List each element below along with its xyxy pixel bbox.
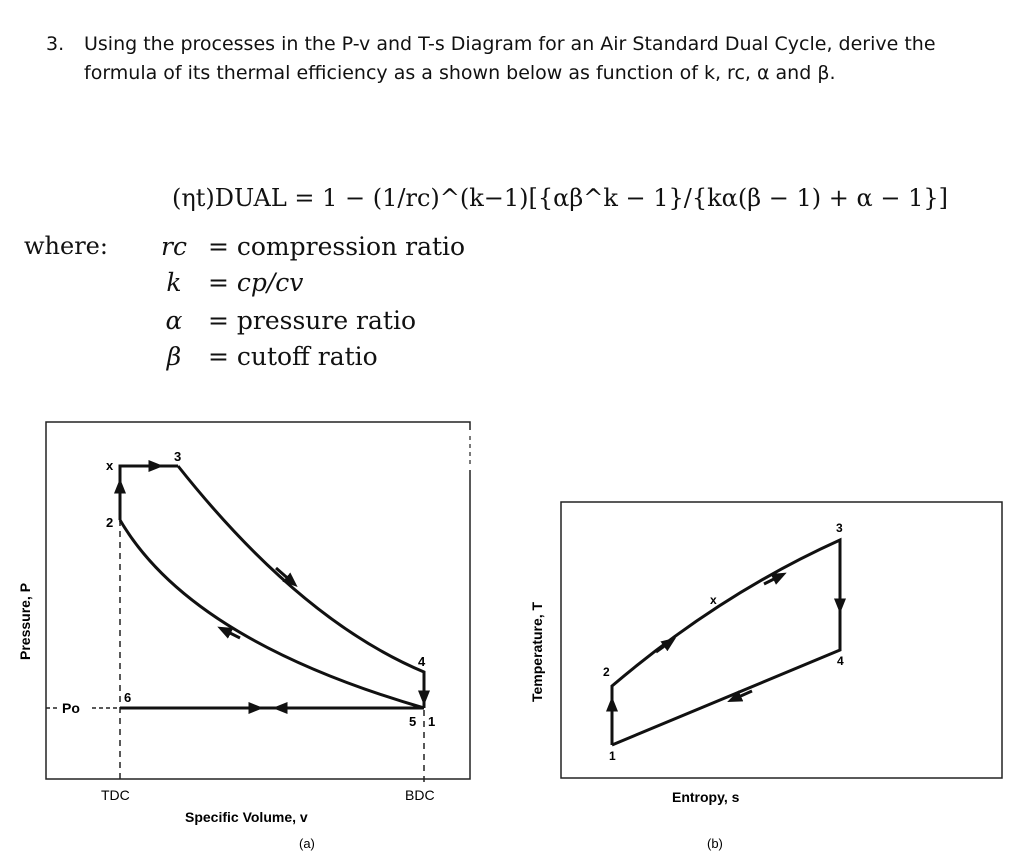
- ts-label-2: 2: [603, 665, 610, 679]
- ts-cycle: [612, 540, 840, 745]
- where-label: where:: [24, 232, 108, 260]
- pv-frame: [46, 422, 470, 779]
- definition-symbol: rc: [161, 232, 187, 261]
- ts-label-4: 4: [837, 654, 844, 668]
- pv-ylabel: Pressure, P: [17, 582, 33, 660]
- pv-label-6: 6: [124, 690, 132, 705]
- definition-symbol: α: [165, 306, 183, 335]
- definition-symbol: k: [166, 268, 182, 297]
- definition-eq: =: [207, 342, 229, 371]
- ts-frame: [561, 502, 1002, 778]
- definition-eq: =: [207, 268, 229, 297]
- ts-label-3: 3: [836, 521, 843, 535]
- pv-label-1: 1: [428, 714, 436, 729]
- pv-xlabel: Specific Volume, v: [185, 809, 308, 825]
- definition-eq: =: [207, 306, 229, 335]
- question-number: 3.: [46, 33, 65, 55]
- definition-meaning: cutoff ratio: [236, 342, 378, 371]
- heat-addition-path: [120, 466, 178, 520]
- ts-diagram: [529, 502, 1002, 851]
- compression-curve: [120, 520, 424, 708]
- ts-ylabel: Temperature, T: [529, 601, 545, 702]
- question-text: Using the processes in the P-v and T-s Diagram for an Air Standard Dual Cycle, derive the formula of its thermal efficiency as a shown below as function of k, rc, α and β.: [84, 33, 936, 84]
- expansion-curve: [178, 466, 424, 708]
- pv-label-x: x: [106, 458, 114, 473]
- ts-xlabel: Entropy, s: [672, 789, 740, 805]
- formula-text: (ηt)DUAL = 1 − (1/rc)^(k−1)[{αβ^k − 1}/{kα(β − 1) + α − 1}]: [172, 184, 948, 212]
- pv-diagram: [17, 422, 470, 851]
- pv-caption: (a): [299, 836, 315, 851]
- definition-meaning: cp/cv: [236, 268, 304, 297]
- ts-caption: (b): [707, 836, 723, 851]
- definition-meaning: compression ratio: [236, 232, 466, 261]
- bdc-label: BDC: [405, 787, 435, 803]
- tdc-label: TDC: [101, 787, 130, 803]
- pv-label-2: 2: [106, 515, 114, 530]
- definition-meaning: pressure ratio: [236, 306, 417, 335]
- ts-label-x: x: [710, 593, 717, 607]
- po-label: Po: [62, 700, 80, 716]
- pv-label-3: 3: [174, 449, 182, 464]
- definition-eq: =: [207, 232, 229, 261]
- pv-label-4: 4: [418, 654, 426, 669]
- ts-label-1: 1: [609, 749, 616, 763]
- pv-label-5: 5: [409, 714, 417, 729]
- definition-symbol: β: [166, 342, 182, 371]
